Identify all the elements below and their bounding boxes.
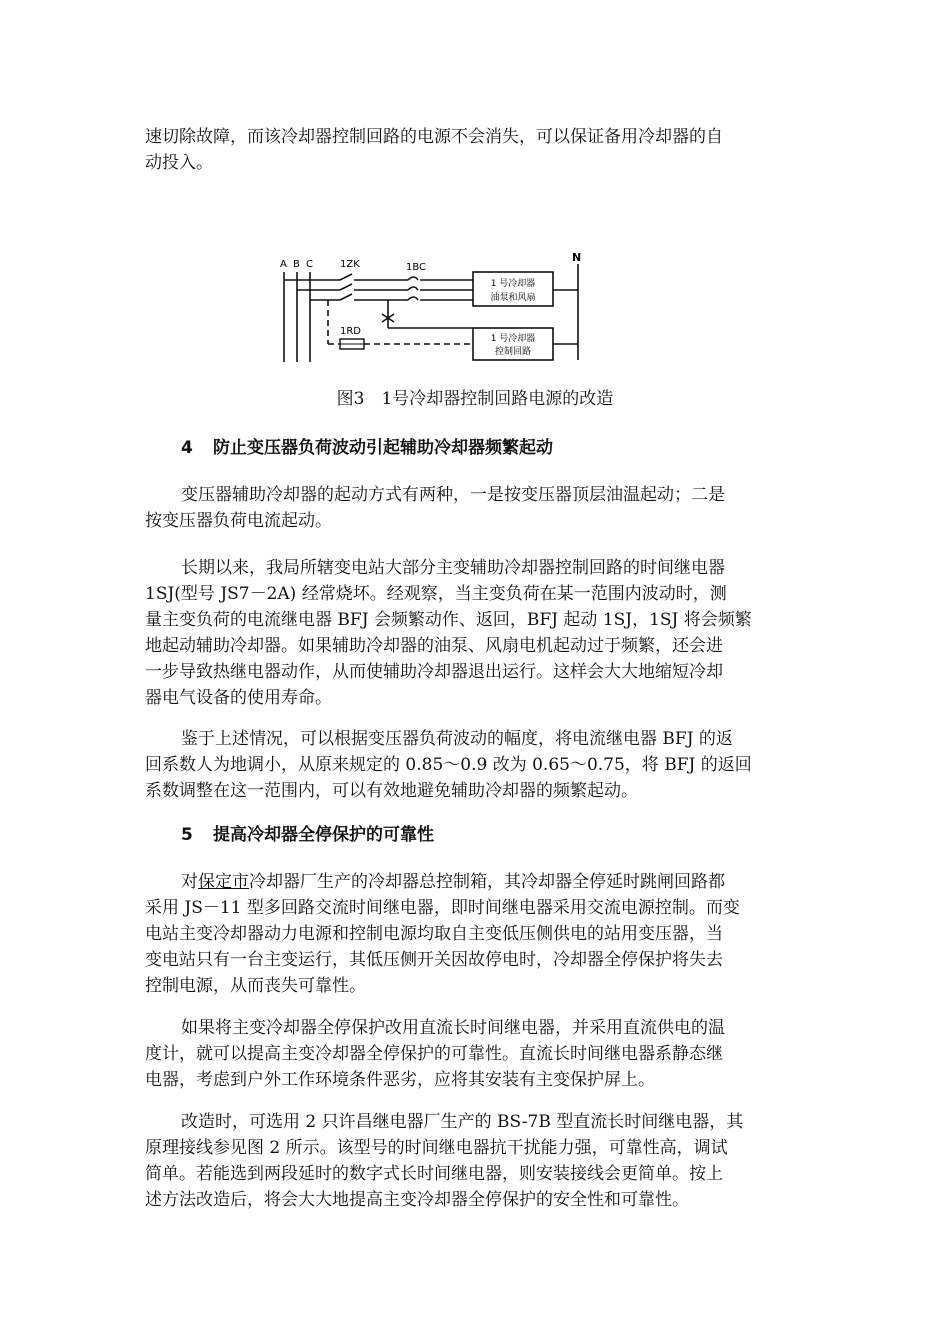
text-line: 电器，考虑到户外工作环境条件恶劣，应将其安装有主变保护屏上。: [145, 1070, 655, 1090]
label-phase-c: C: [306, 259, 313, 270]
text-line: 变电站只有一台主变运行，其低压侧开关因故停电时，冷却器全停保护将失去: [145, 950, 723, 970]
text-line: 量主变负荷的电流继电器 BFJ 会频繁动作、返回，BFJ 起动 1SJ，1SJ 将会频繁: [145, 610, 752, 630]
label-box-top-1: 1 号冷却器: [490, 279, 536, 289]
text-line: 一步导致热继电器动作，从而使辅助冷却器退出运行。这样会大大地缩短冷却: [145, 662, 723, 682]
text-line: 如果将主变冷却器全停保护改用直流长时间继电器，并采用直流供电的温: [181, 1018, 725, 1038]
text-line: 简单。若能选到两段延时的数字式长时间继电器，则安装接线会更简单。按上: [145, 1164, 723, 1184]
text-line: 器电气设备的使用寿命。: [145, 688, 332, 708]
text-line: 变压器辅助冷却器的起动方式有两种，一是按变压器顶层油温起动；二是: [181, 485, 725, 505]
text-line: 度计，就可以提高主变冷却器全停保护的可靠性。直流长时间继电器系静态继: [145, 1044, 723, 1064]
text-line: 述方法改造后，将会大大地提高主变冷却器全停保护的安全性和可靠性。: [145, 1190, 689, 1210]
text-line: 回系数人为地调小，从原来规定的 0.85～0.9 改为 0.65～0.75，将 BFJ 的返回: [145, 755, 752, 775]
text-line: 按变压器负荷电流起动。: [145, 511, 332, 531]
text-fragment: 冷却器厂生产的冷却器总控制箱，其冷却器全停延时跳闸回路都: [249, 872, 725, 892]
text-line: 原理接线参见图 2 所示。该型号的时间继电器抗干扰能力强，可靠性高，调试: [145, 1138, 728, 1158]
section-5-paragraph-3: [145, 1109, 813, 1213]
text-line: 速切除故障，而该冷却器控制回路的电源不会消失，可以保证备用冷却器的自: [145, 127, 723, 147]
section-5-heading: [181, 822, 434, 848]
section-4-paragraph-3: [145, 726, 813, 804]
figure-3-caption: 图3 1号冷却器控制回路电源的改造: [336, 389, 614, 409]
place-link[interactable]: 保定市: [198, 872, 249, 892]
text-line: 地起动辅助冷却器。如果辅助冷却器的油泵、风扇电机起动过于频繁，还会进: [145, 636, 723, 656]
label-1zk: 1ZK: [340, 259, 360, 270]
text-line: 1SJ(型号 JS7－2A) 经常烧坏。经观察，当主变负荷在某一范围内波动时，测: [145, 584, 727, 604]
section-number: 4: [181, 438, 193, 458]
figure-3-diagram: [268, 250, 598, 368]
label-1rd: 1RD: [340, 326, 362, 337]
section-number: 5: [181, 825, 193, 845]
label-box-bottom-2: 控制回路: [494, 347, 532, 357]
label-neutral: N: [572, 251, 582, 264]
label-phase-a: A: [280, 259, 287, 270]
intro-paragraph: [145, 124, 813, 176]
label-1bc: 1BC: [406, 262, 427, 273]
text-line: [145, 869, 813, 895]
section-title: 防止变压器负荷波动引起辅助冷却器频繁起动: [213, 438, 553, 458]
section-title: 提高冷却器全停保护的可靠性: [213, 825, 434, 845]
section-4-heading: [181, 435, 553, 461]
text-line: 改造时，可选用 2 只许昌继电器厂生产的 BS-7B 型直流长时间继电器，其: [181, 1112, 744, 1132]
text-line: 鉴于上述情况，可以根据变压器负荷波动的幅度，将电流继电器 BFJ 的返: [181, 729, 733, 749]
section-4-paragraph-1: [145, 482, 813, 534]
label-phase-b: B: [293, 259, 300, 270]
text-line: 长期以来，我局所辖变电站大部分主变辅助冷却器控制回路的时间继电器: [181, 558, 725, 578]
text-line: 控制电源，从而丧失可靠性。: [145, 976, 366, 996]
text-line: 采用 JS－11 型多回路交流时间继电器，即时间继电器采用交流电源控制。而变: [145, 898, 740, 918]
section-4-paragraph-2: [145, 555, 813, 711]
text-fragment: 对: [181, 872, 198, 892]
section-5-paragraph-1: [145, 869, 813, 999]
text-line: 系数调整在这一范围内，可以有效地避免辅助冷却器的频繁起动。: [145, 781, 638, 801]
section-5-paragraph-2: [145, 1015, 813, 1093]
circuit-diagram-svg: [268, 250, 598, 368]
text-line: 动投入。: [145, 153, 213, 173]
label-box-top-2: 油泵和风扇: [490, 293, 536, 303]
text-line: 电站主变冷却器动力电源和控制电源均取自主变低压侧供电的站用变压器，当: [145, 924, 723, 944]
label-box-bottom-1: 1 号冷却器: [490, 334, 536, 344]
